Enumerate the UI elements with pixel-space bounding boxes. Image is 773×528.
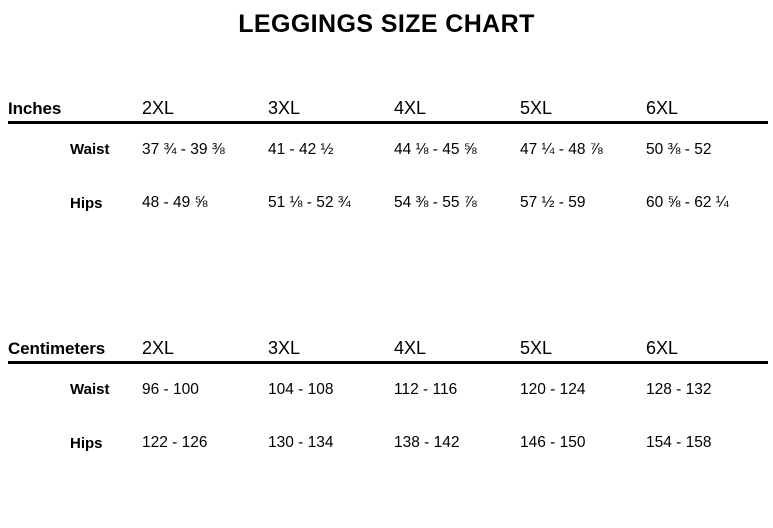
measurement-cell: 57 ½ - 59	[520, 194, 586, 211]
measurement-cell: 48 - 49 ⅝	[142, 194, 208, 211]
centimeters-size-table	[8, 318, 768, 470]
column-header-size: 3XL	[264, 78, 390, 122]
table-header-row	[8, 78, 768, 122]
centimeters-table-block	[8, 318, 765, 470]
row-label-hips: Hips	[70, 434, 103, 452]
measurement-cell: 37 ¾ - 39 ⅜	[142, 140, 225, 158]
row-label-waist: Waist	[70, 381, 110, 399]
column-header-size: 3XL	[264, 318, 390, 362]
column-header-size: 5XL	[516, 318, 642, 362]
measurement-cell: 50 ⅜ - 52	[646, 140, 712, 158]
unit-label-inches: Inches	[8, 78, 138, 122]
row-label-waist: Waist	[70, 141, 110, 159]
measurement-cell: 122 - 126	[142, 434, 208, 451]
column-header-size: 6XL	[642, 78, 768, 122]
measurement-cell: 54 ⅜ - 55 ⅞	[394, 194, 477, 211]
measurement-cell: 112 - 116	[394, 380, 458, 398]
measurement-cell: 146 - 150	[520, 434, 586, 451]
column-header-size: 4XL	[390, 318, 516, 362]
page-title: LEGGINGS SIZE CHART	[238, 10, 535, 38]
table-row	[8, 176, 768, 230]
column-header-size: 5XL	[516, 78, 642, 122]
measurement-cell: 138 - 142	[394, 434, 460, 451]
measurement-cell: 154 - 158	[646, 434, 712, 451]
measurement-cell: 41 - 42 ½	[268, 140, 334, 158]
table-row	[8, 362, 768, 416]
table-row	[8, 416, 768, 470]
table-row	[8, 122, 768, 176]
row-label-hips: Hips	[70, 194, 103, 212]
column-header-size: 4XL	[390, 78, 516, 122]
inches-size-table	[8, 78, 768, 230]
measurement-cell: 47 ¼ - 48 ⅞	[520, 140, 603, 158]
measurement-cell: 44 ⅛ - 45 ⅝	[394, 140, 477, 158]
measurement-cell: 104 - 108	[268, 380, 334, 398]
measurement-cell: 130 - 134	[268, 434, 334, 451]
column-header-size: 6XL	[642, 318, 768, 362]
table-header-row	[8, 318, 768, 362]
measurement-cell: 60 ⅝ - 62 ¼	[646, 194, 729, 211]
measurement-cell: 128 - 132	[646, 380, 712, 398]
inches-table-block	[8, 78, 765, 230]
unit-label-centimeters: Centimeters	[8, 318, 138, 362]
measurement-cell: 96 - 100	[142, 380, 199, 398]
column-header-size: 2XL	[138, 318, 264, 362]
measurement-cell: 120 - 124	[520, 380, 586, 398]
column-header-size: 2XL	[138, 78, 264, 122]
measurement-cell: 51 ⅛ - 52 ¾	[268, 194, 351, 211]
